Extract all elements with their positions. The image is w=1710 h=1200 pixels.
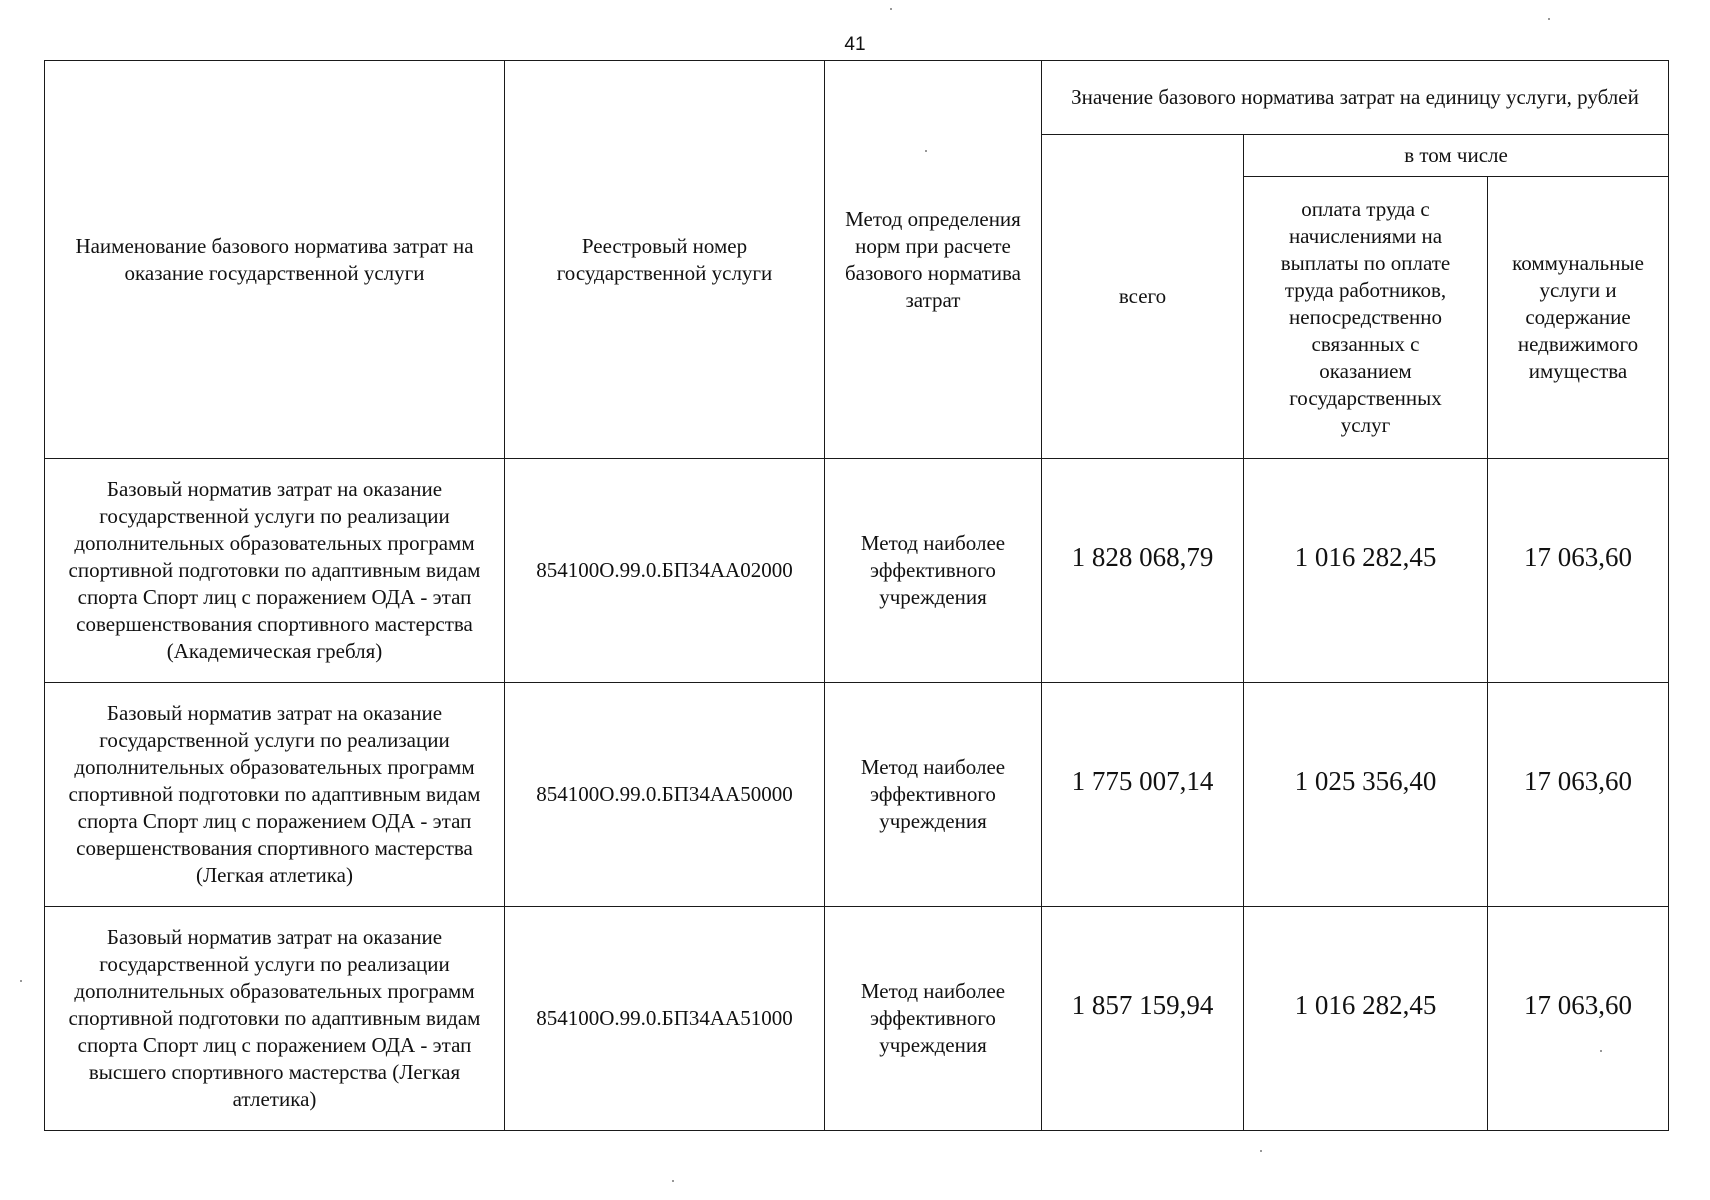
row-utilities: 17 063,60 bbox=[1524, 990, 1632, 1020]
row-labor-cell bbox=[1244, 907, 1488, 1131]
row-total-cell bbox=[1042, 907, 1244, 1131]
scan-speck bbox=[890, 8, 892, 10]
row-utilities: 17 063,60 bbox=[1524, 542, 1632, 572]
row-total: 1 775 007,14 bbox=[1071, 766, 1214, 796]
scan-speck bbox=[1548, 18, 1550, 20]
header-registry: Реестровый номер государственной услуги bbox=[505, 61, 825, 459]
row-method: Метод наиболее эффективного учреждения bbox=[825, 907, 1042, 1131]
header-utilities: коммунальные услуги и содержание недвижимого имущества bbox=[1488, 177, 1669, 459]
header-method: Метод определения норм при расчете базового норматива затрат bbox=[825, 61, 1042, 459]
row-registry: 854100О.99.0.БП34АА51000 bbox=[505, 907, 825, 1131]
header-row-1 bbox=[45, 61, 1669, 135]
scan-speck bbox=[20, 980, 22, 982]
row-total: 1 828 068,79 bbox=[1071, 542, 1214, 572]
scan-speck bbox=[1600, 1050, 1602, 1052]
scan-speck bbox=[672, 1180, 674, 1182]
row-method: Метод наиболее эффективного учреждения bbox=[825, 459, 1042, 683]
row-labor-cell bbox=[1244, 683, 1488, 907]
scan-speck bbox=[925, 150, 927, 152]
row-total: 1 857 159,94 bbox=[1071, 990, 1214, 1020]
scan-speck bbox=[1260, 1150, 1262, 1152]
header-including: в том числе bbox=[1244, 135, 1669, 177]
row-labor: 1 016 282,45 bbox=[1294, 990, 1437, 1020]
row-registry: 854100О.99.0.БП34АА50000 bbox=[505, 683, 825, 907]
row-labor: 1 016 282,45 bbox=[1294, 542, 1437, 572]
row-name: Базовый норматив затрат на оказание государственной услуги по реализации дополнительных образовательных программ спортивной подготовки по адаптивным видам спорта Спорт лиц с поражением ОДА - этап совершенствования спортивного мастерства (Академическая гребля) bbox=[45, 459, 505, 683]
header-name: Наименование базового норматива затрат на оказание государственной услуги bbox=[45, 61, 505, 459]
row-utilities-cell bbox=[1488, 683, 1669, 907]
norms-table bbox=[44, 60, 1669, 1131]
row-total-cell bbox=[1042, 459, 1244, 683]
header-total: всего bbox=[1042, 135, 1244, 459]
row-labor-cell bbox=[1244, 459, 1488, 683]
row-utilities-cell bbox=[1488, 907, 1669, 1131]
header-value-group: Значение базового норматива затрат на единицу услуги, рублей bbox=[1042, 61, 1669, 135]
table-row bbox=[45, 907, 1669, 1131]
header-labor: оплата труда с начислениями на выплаты по оплате труда работников, непосредственно связанных с оказанием государственных услуг bbox=[1244, 177, 1488, 459]
row-labor: 1 025 356,40 bbox=[1294, 766, 1437, 796]
row-name: Базовый норматив затрат на оказание государственной услуги по реализации дополнительных образовательных программ спортивной подготовки по адаптивным видам спорта Спорт лиц с поражением ОДА - этап высшего спортивного мастерства (Легкая атлетика) bbox=[45, 907, 505, 1131]
page-number: 41 bbox=[844, 34, 866, 55]
row-utilities: 17 063,60 bbox=[1524, 766, 1632, 796]
row-registry: 854100О.99.0.БП34АА02000 bbox=[505, 459, 825, 683]
row-total-cell bbox=[1042, 683, 1244, 907]
row-method: Метод наиболее эффективного учреждения bbox=[825, 683, 1042, 907]
table-row bbox=[45, 683, 1669, 907]
table-row bbox=[45, 459, 1669, 683]
row-name: Базовый норматив затрат на оказание государственной услуги по реализации дополнительных образовательных программ спортивной подготовки по адаптивным видам спорта Спорт лиц с поражением ОДА - этап совершенствования спортивного мастерства (Легкая атлетика) bbox=[45, 683, 505, 907]
row-utilities-cell bbox=[1488, 459, 1669, 683]
